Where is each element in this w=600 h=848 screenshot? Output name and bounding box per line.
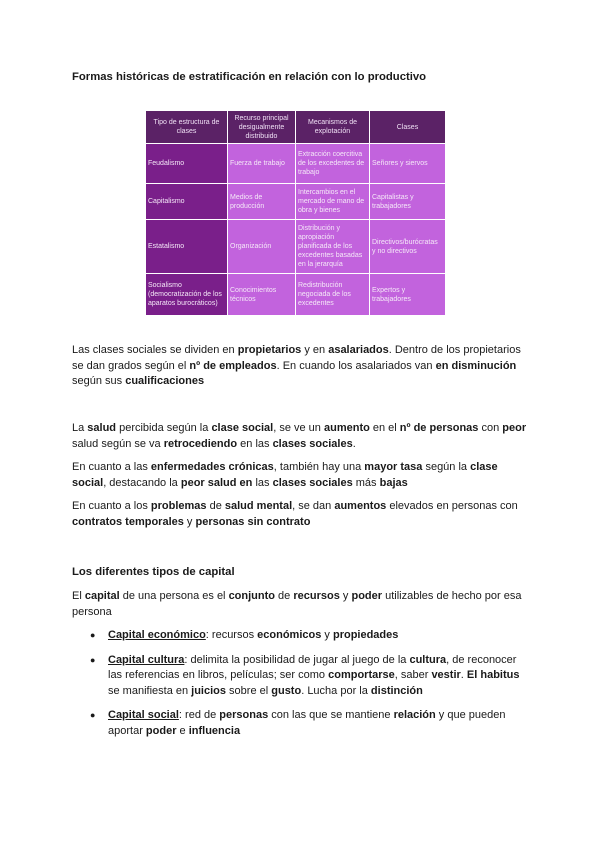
table-cell: Expertos y trabajadores <box>370 274 446 316</box>
table-cell: Fuerza de trabajo <box>228 144 296 184</box>
table-cell: Señores y siervos <box>370 144 446 184</box>
table-row <box>146 144 446 184</box>
table-row <box>146 184 446 220</box>
table-header: Recurso principal desigualmente distribuido <box>228 111 296 144</box>
page-title: Formas históricas de estratificación en relación con lo productivo <box>72 71 427 83</box>
capital-types-list <box>72 628 532 739</box>
table-cell: Socialismo (democratización de los aparatos burocráticos) <box>146 274 228 316</box>
list-item: ● Capital social: red de personas con las que se mantiene relación y que pueden aportar poder e influencia <box>90 709 506 737</box>
paragraph-social-classes: Las clases sociales se dividen en propietarios y en asalariados. Dentro de los propietarios se dan grados según el nº de empleados. En cuando los asalariados van en disminución según sus cualificaciones <box>72 344 521 387</box>
table-row <box>146 220 446 274</box>
list-item-label: Capital económico <box>108 629 206 641</box>
list-item: ● Capital económico: recursos económicos y propiedades <box>72 628 532 644</box>
paragraph-health: La salud percibida según la clase social, se ve un aumento en el nº de personas con peor salud según se va retrocediendo en las clases sociales. <box>72 422 527 450</box>
list-item: ● Capital cultura: delimita la posibilidad de jugar al juego de la cultura, de reconocer las referencias en libros, películas; ser como comportarse, saber vestir. El habitus se manifiesta en juicios sobre el gusto. Lucha por la distinción <box>90 653 520 697</box>
section-title-capital: Los diferentes tipos de capital <box>72 566 235 578</box>
list-item-label: Capital cultura <box>108 653 185 666</box>
table-header: Clases <box>370 111 446 144</box>
table-cell: Feudalismo <box>146 144 228 184</box>
bullet-icon: ● <box>90 630 96 640</box>
table-cell: Estatalismo <box>146 220 228 274</box>
paragraph-capital-definition: El capital de una persona es el conjunto de recursos y poder utilizables de hecho por esa persona <box>72 590 522 618</box>
table-header-row <box>146 111 446 144</box>
table-cell: Capitalistas y trabajadores <box>370 184 446 220</box>
table-cell: Extracción coercitiva de los excedentes de trabajo <box>296 144 370 184</box>
bullet-icon: ● <box>90 654 96 665</box>
list-item-label: Capital social <box>108 709 179 721</box>
table-row <box>146 274 446 316</box>
table-header: Tipo de estructura de clases <box>146 111 228 144</box>
table-cell: Distribución y apropiación planificada de los excedentes basadas en la jerarquía <box>296 220 370 274</box>
table-cell: Intercambios en el mercado de mano de obra y bienes <box>296 184 370 220</box>
table-cell: Redistribución negociada de los excedentes <box>296 274 370 316</box>
table-cell: Capitalismo <box>146 184 228 220</box>
table-cell: Organización <box>228 220 296 274</box>
stratification-table <box>145 110 446 316</box>
table-cell: Conocimientos técnicos <box>228 274 296 316</box>
table-cell: Medios de producción <box>228 184 296 220</box>
table-cell: Directivos/burócratas y no directivos <box>370 220 446 274</box>
bullet-icon: ● <box>90 710 96 720</box>
paragraph-mental-health: En cuanto a los problemas de salud mental, se dan aumentos elevados en personas con contratos temporales y personas sin contrato <box>72 500 518 528</box>
paragraph-chronic-diseases: En cuanto a las enfermedades crónicas, también hay una mayor tasa según la clase social, destacando la peor salud en las clases sociales más bajas <box>72 461 498 489</box>
table-header: Mecanismos de explotación <box>296 111 370 144</box>
